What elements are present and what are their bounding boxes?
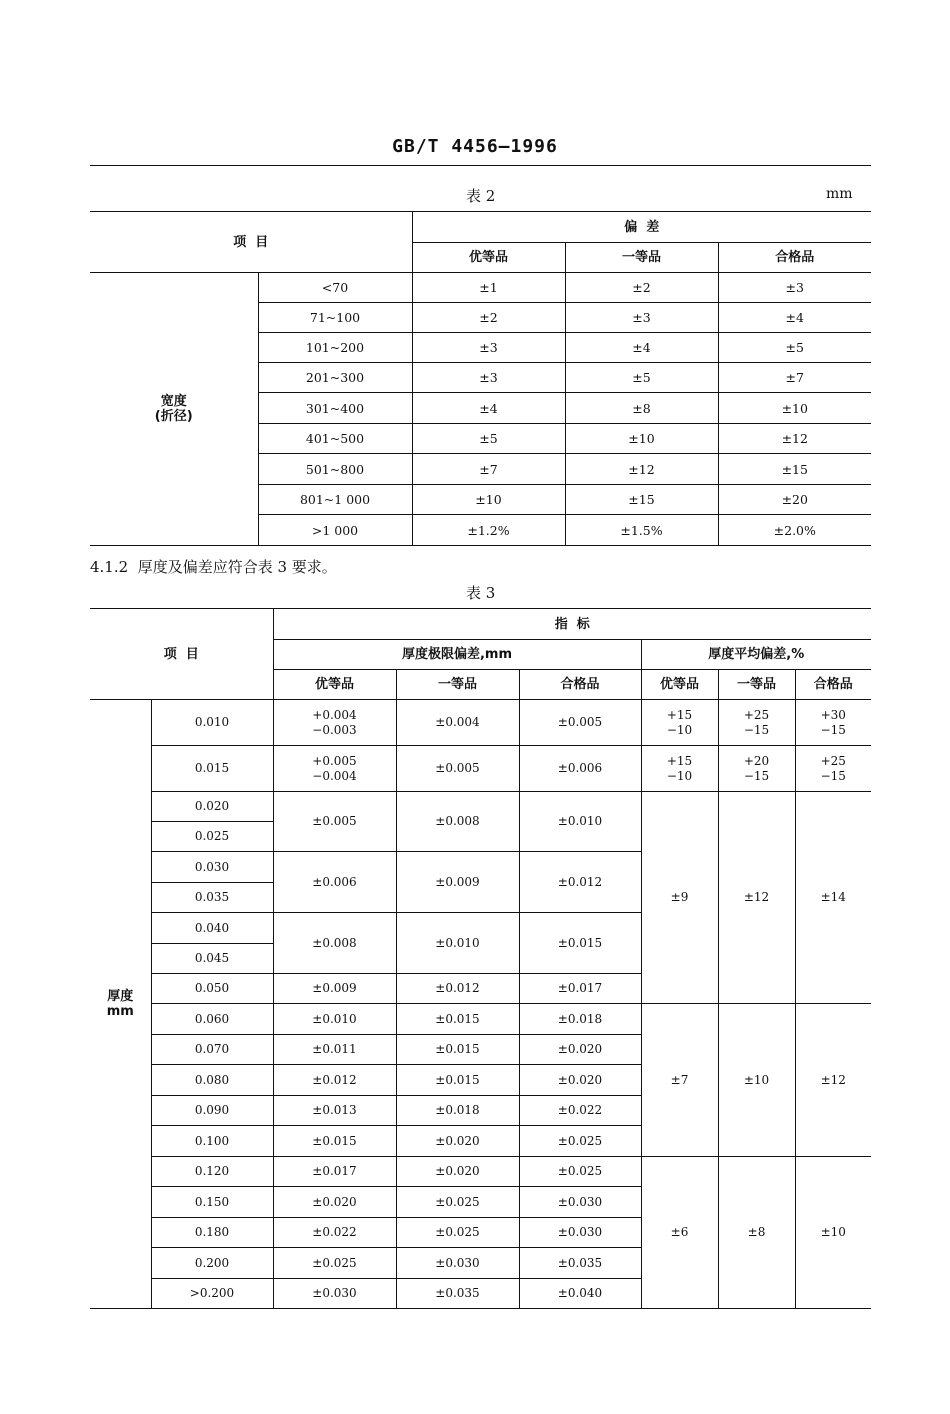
table2-range: 71~100 bbox=[258, 303, 412, 333]
thickness-cell: 0.025 bbox=[151, 822, 273, 852]
thickness-cell: 0.100 bbox=[151, 1126, 273, 1157]
limit-cell: ±0.011 bbox=[273, 1035, 396, 1065]
table2-range: 301~400 bbox=[258, 393, 412, 424]
table2-value: ±3 bbox=[565, 303, 718, 333]
table2-grade-2: 一等品 bbox=[565, 243, 718, 273]
limit-cell: ±0.030 bbox=[519, 1218, 641, 1248]
limit-cell: ±0.020 bbox=[396, 1157, 519, 1187]
limit-cell: ±0.013 bbox=[273, 1096, 396, 1126]
table2-value: ±1 bbox=[412, 273, 565, 303]
table2-value: ±20 bbox=[718, 485, 871, 515]
limit-upper: +0.005 bbox=[312, 753, 357, 768]
avg-cell: ±8 bbox=[718, 1157, 795, 1309]
table3-grade-avg-2: 一等品 bbox=[718, 670, 795, 700]
table3 bbox=[90, 608, 871, 1309]
thickness-cell: 0.030 bbox=[151, 852, 273, 883]
limit-cell: ±0.025 bbox=[519, 1126, 641, 1157]
limit-cell: ±0.020 bbox=[396, 1126, 519, 1157]
table2-value: ±12 bbox=[565, 454, 718, 485]
avg-upper: +15 bbox=[666, 753, 693, 768]
limit-cell: ±0.017 bbox=[273, 1157, 396, 1187]
table2-value: ±15 bbox=[718, 454, 871, 485]
avg-lower: −15 bbox=[743, 768, 770, 783]
table3-group-cell bbox=[90, 700, 151, 1309]
limit-cell: ±0.030 bbox=[519, 1187, 641, 1218]
avg-cell: ±10 bbox=[718, 1004, 795, 1157]
table2-group-sub: (折径) bbox=[154, 409, 193, 424]
thickness-cell: 0.040 bbox=[151, 913, 273, 944]
table2-range: >1 000 bbox=[258, 515, 412, 546]
table2-value: ±2.0% bbox=[718, 515, 871, 546]
table2-value: ±3 bbox=[412, 333, 565, 363]
table2-value: ±10 bbox=[412, 485, 565, 515]
thickness-cell: 0.020 bbox=[151, 792, 273, 822]
avg-upper: +25 bbox=[743, 707, 770, 722]
table2-item-header: 项 目 bbox=[90, 212, 412, 273]
table2-value: ±5 bbox=[565, 363, 718, 393]
table2-value: ±4 bbox=[412, 393, 565, 424]
thickness-cell: 0.010 bbox=[151, 700, 273, 746]
table2 bbox=[90, 211, 871, 546]
table2-value: ±1.5% bbox=[565, 515, 718, 546]
limit-cell: ±0.015 bbox=[396, 1004, 519, 1035]
table2-group-label: 宽度 bbox=[160, 394, 187, 409]
limit-cell: ±0.025 bbox=[396, 1218, 519, 1248]
table2-deviation-header: 偏 差 bbox=[412, 212, 871, 243]
table3-grade-limit-1: 优等品 bbox=[273, 670, 396, 700]
avg-asym-cell bbox=[718, 746, 795, 792]
thickness-cell: 0.090 bbox=[151, 1096, 273, 1126]
table2-grade-1: 优等品 bbox=[412, 243, 565, 273]
avg-upper: +20 bbox=[743, 753, 770, 768]
thickness-cell: 0.070 bbox=[151, 1035, 273, 1065]
limit-cell: ±0.005 bbox=[396, 746, 519, 792]
limit-cell: ±0.008 bbox=[396, 792, 519, 852]
table2-title: 表 2 bbox=[466, 187, 496, 205]
thickness-cell: >0.200 bbox=[151, 1279, 273, 1309]
table2-value: ±3 bbox=[718, 273, 871, 303]
limit-cell: ±0.004 bbox=[396, 700, 519, 746]
thickness-cell: 0.150 bbox=[151, 1187, 273, 1218]
limit-cell: ±0.015 bbox=[396, 1065, 519, 1096]
table2-range: 801~1 000 bbox=[258, 485, 412, 515]
table2-value: ±10 bbox=[565, 424, 718, 454]
avg-cell: ±9 bbox=[641, 792, 718, 1004]
table2-unit: mm bbox=[826, 186, 853, 202]
limit-cell: ±0.012 bbox=[273, 1065, 396, 1096]
thickness-cell: 0.120 bbox=[151, 1157, 273, 1187]
table2-value: ±7 bbox=[718, 363, 871, 393]
limit-cell: ±0.010 bbox=[396, 913, 519, 974]
table3-index-header: 指 标 bbox=[273, 609, 871, 640]
limit-cell: ±0.017 bbox=[519, 974, 641, 1004]
avg-asym-cell bbox=[641, 700, 718, 746]
thickness-cell: 0.180 bbox=[151, 1218, 273, 1248]
avg-lower: −10 bbox=[666, 722, 693, 737]
limit-cell: ±0.020 bbox=[519, 1065, 641, 1096]
avg-upper: +30 bbox=[820, 707, 846, 722]
limit-cell: ±0.009 bbox=[273, 974, 396, 1004]
thickness-cell: 0.050 bbox=[151, 974, 273, 1004]
standard-header: GB/T 4456—1996 bbox=[392, 136, 558, 157]
limit-cell: ±0.022 bbox=[519, 1096, 641, 1126]
limit-cell: ±0.030 bbox=[273, 1279, 396, 1309]
table3-grade-limit-3: 合格品 bbox=[519, 670, 641, 700]
table3-group-unit: mm bbox=[106, 1004, 134, 1019]
thickness-cell: 0.200 bbox=[151, 1248, 273, 1279]
table2-range: 501~800 bbox=[258, 454, 412, 485]
limit-cell: ±0.015 bbox=[519, 913, 641, 974]
avg-asym-cell bbox=[641, 746, 718, 792]
limit-cell: ±0.025 bbox=[396, 1187, 519, 1218]
table3-grade-limit-2: 一等品 bbox=[396, 670, 519, 700]
avg-cell: ±6 bbox=[641, 1157, 718, 1309]
limit-cell: ±0.020 bbox=[519, 1035, 641, 1065]
limit-cell: ±0.010 bbox=[519, 792, 641, 852]
table2-value: ±2 bbox=[412, 303, 565, 333]
limit-cell: ±0.035 bbox=[519, 1248, 641, 1279]
limit-cell: ±0.030 bbox=[396, 1248, 519, 1279]
avg-upper: +25 bbox=[820, 753, 846, 768]
avg-asym-cell bbox=[795, 700, 871, 746]
avg-asym-cell bbox=[795, 746, 871, 792]
limit-cell: ±0.018 bbox=[396, 1096, 519, 1126]
header-rule bbox=[90, 165, 871, 166]
avg-cell: ±14 bbox=[795, 792, 871, 1004]
avg-lower: −15 bbox=[820, 768, 846, 783]
table2-value: ±5 bbox=[718, 333, 871, 363]
table2-value: ±1.2% bbox=[412, 515, 565, 546]
table2-range: 101~200 bbox=[258, 333, 412, 363]
limit-asym-cell bbox=[273, 700, 396, 746]
limit-lower: −0.004 bbox=[312, 768, 357, 783]
table2-value: ±12 bbox=[718, 424, 871, 454]
thickness-cell: 0.080 bbox=[151, 1065, 273, 1096]
thickness-cell: 0.015 bbox=[151, 746, 273, 792]
table2-grade-3: 合格品 bbox=[718, 243, 871, 273]
limit-cell: ±0.006 bbox=[273, 852, 396, 913]
limit-cell: ±0.015 bbox=[396, 1035, 519, 1065]
table2-range: 401~500 bbox=[258, 424, 412, 454]
table2-value: ±15 bbox=[565, 485, 718, 515]
limit-cell: ±0.022 bbox=[273, 1218, 396, 1248]
avg-asym-cell bbox=[718, 700, 795, 746]
avg-cell: ±12 bbox=[718, 792, 795, 1004]
table2-value: ±2 bbox=[565, 273, 718, 303]
avg-lower: −15 bbox=[820, 722, 846, 737]
table2-value: ±5 bbox=[412, 424, 565, 454]
limit-cell: ±0.025 bbox=[273, 1248, 396, 1279]
limit-lower: −0.003 bbox=[312, 722, 357, 737]
avg-cell: ±7 bbox=[641, 1004, 718, 1157]
avg-lower: −15 bbox=[743, 722, 770, 737]
thickness-cell: 0.045 bbox=[151, 944, 273, 974]
limit-cell: ±0.006 bbox=[519, 746, 641, 792]
table2-range: <70 bbox=[258, 273, 412, 303]
table3-avg-header: 厚度平均偏差,% bbox=[641, 640, 871, 670]
table3-grade-avg-1: 优等品 bbox=[641, 670, 718, 700]
clause-4-1-2: 4.1.2 厚度及偏差应符合表 3 要求。 bbox=[90, 558, 337, 576]
limit-cell: ±0.005 bbox=[273, 792, 396, 852]
limit-cell: ±0.012 bbox=[396, 974, 519, 1004]
table2-value: ±4 bbox=[565, 333, 718, 363]
table2-value: ±4 bbox=[718, 303, 871, 333]
limit-asym-cell bbox=[273, 746, 396, 792]
table2-value: ±3 bbox=[412, 363, 565, 393]
table2-value: ±7 bbox=[412, 454, 565, 485]
table3-limit-header: 厚度极限偏差,mm bbox=[273, 640, 641, 670]
avg-upper: +15 bbox=[666, 707, 693, 722]
avg-cell: ±12 bbox=[795, 1004, 871, 1157]
thickness-cell: 0.035 bbox=[151, 883, 273, 913]
limit-cell: ±0.025 bbox=[519, 1157, 641, 1187]
limit-cell: ±0.035 bbox=[396, 1279, 519, 1309]
table2-value: ±10 bbox=[718, 393, 871, 424]
limit-cell: ±0.040 bbox=[519, 1279, 641, 1309]
limit-cell: ±0.008 bbox=[273, 913, 396, 974]
avg-lower: −10 bbox=[666, 768, 693, 783]
table3-group-label: 厚度 bbox=[107, 989, 134, 1004]
avg-cell: ±10 bbox=[795, 1157, 871, 1309]
table2-group-cell bbox=[90, 273, 258, 546]
table3-title: 表 3 bbox=[466, 584, 496, 602]
table2-range: 201~300 bbox=[258, 363, 412, 393]
limit-cell: ±0.020 bbox=[273, 1187, 396, 1218]
table3-grade-avg-3: 合格品 bbox=[795, 670, 871, 700]
limit-cell: ±0.012 bbox=[519, 852, 641, 913]
limit-upper: +0.004 bbox=[312, 707, 357, 722]
limit-cell: ±0.005 bbox=[519, 700, 641, 746]
limit-cell: ±0.015 bbox=[273, 1126, 396, 1157]
table2-value: ±8 bbox=[565, 393, 718, 424]
limit-cell: ±0.018 bbox=[519, 1004, 641, 1035]
thickness-cell: 0.060 bbox=[151, 1004, 273, 1035]
limit-cell: ±0.010 bbox=[273, 1004, 396, 1035]
limit-cell: ±0.009 bbox=[396, 852, 519, 913]
table3-item-header: 项 目 bbox=[90, 609, 273, 700]
